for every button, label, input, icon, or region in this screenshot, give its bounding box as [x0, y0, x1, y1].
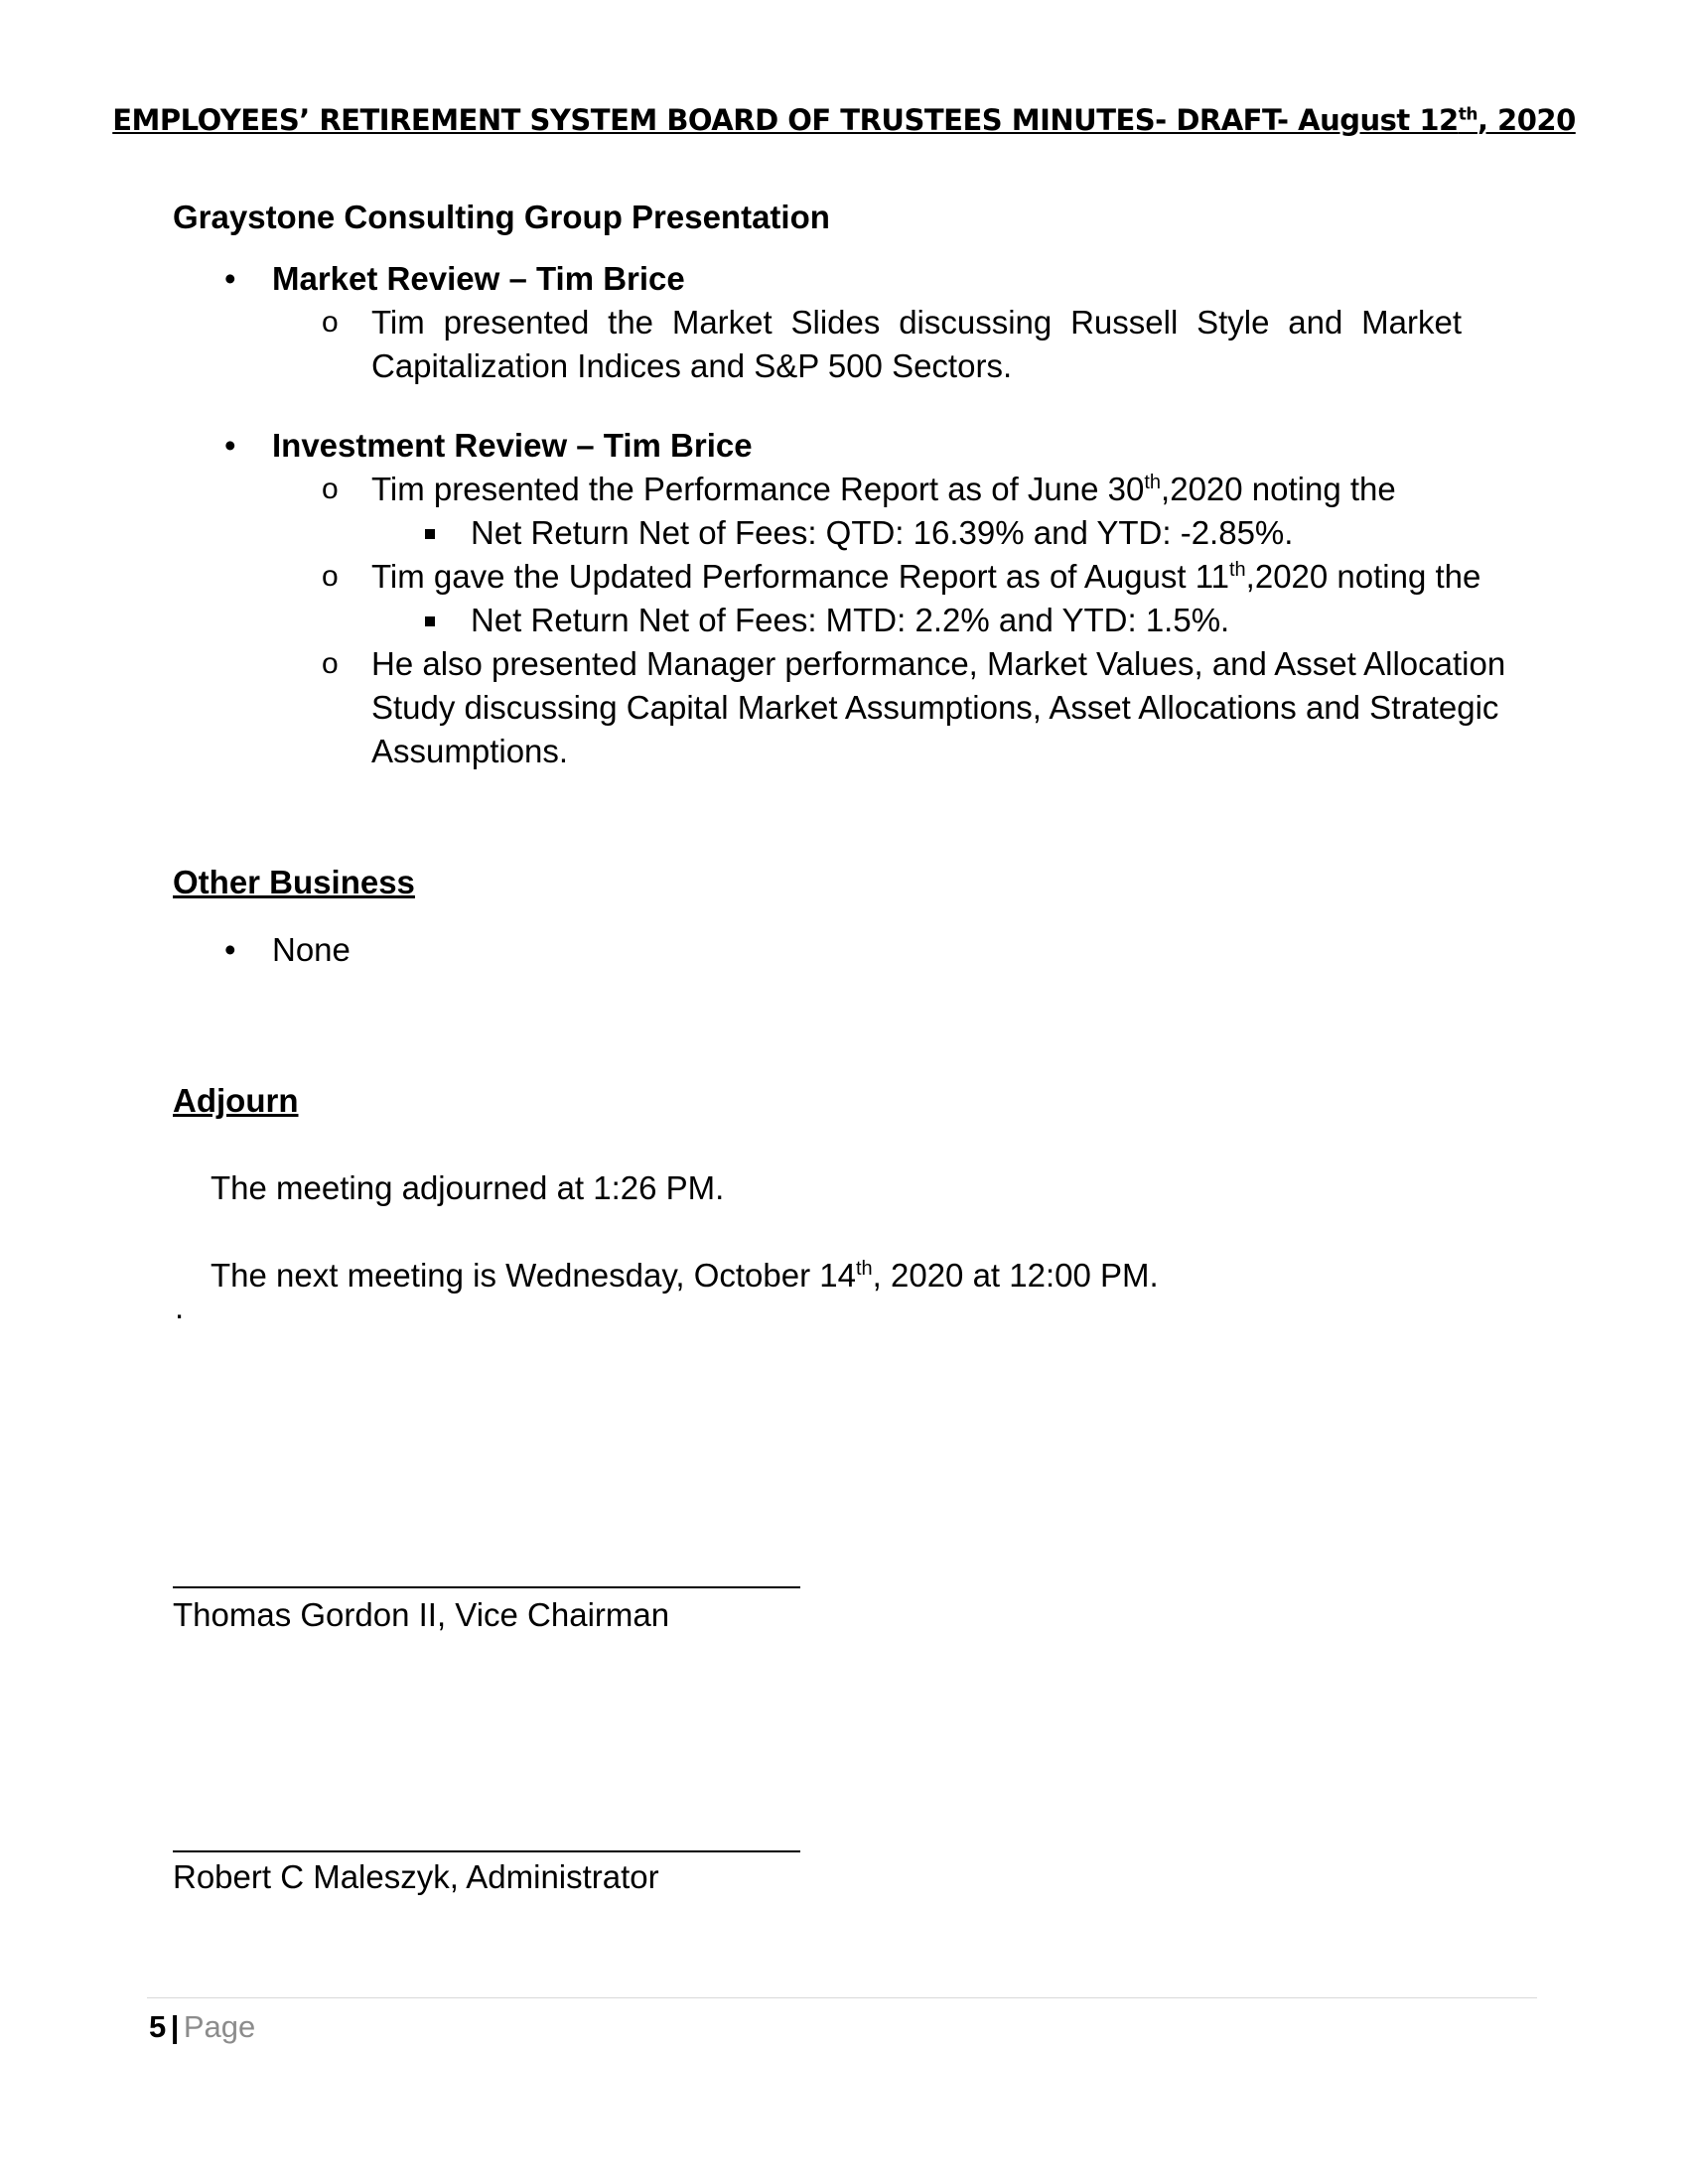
section-heading-adjourn: Adjourn	[173, 1082, 299, 1119]
bullet-icon: •	[224, 260, 236, 297]
other-business-item: None	[272, 931, 351, 968]
next-meeting-pre: The next meeting is Wednesday, October 14	[211, 1257, 856, 1294]
market-review-line2: Capitalization Indices and S&P 500 Sectors.	[371, 347, 1013, 384]
section-heading-graystone: Graystone Consulting Group Presentation	[173, 199, 830, 235]
header-title-sup: th	[1458, 104, 1477, 125]
investment-item-1	[371, 471, 1396, 508]
investment-item-2-sup: th	[1228, 559, 1246, 581]
sub-bullet-icon: o	[322, 647, 339, 680]
page-footer	[149, 2009, 255, 2045]
investment-item-3-line3: Assumptions.	[371, 733, 569, 769]
investment-item-1-sup: th	[1144, 472, 1162, 493]
section-heading-other-business: Other Business	[173, 864, 415, 900]
investment-item-3-line2: Study discussing Capital Market Assumptions, Asset Allocations and Strategic	[371, 689, 1499, 726]
sub-bullet-icon: o	[322, 473, 339, 505]
investment-item-2-sub: Net Return Net of Fees: MTD: 2.2% and YTD: 1.5%.	[471, 602, 1230, 638]
signatory-name-2: Robert C Maleszyk, Administrator	[173, 1858, 659, 1895]
header-title-main: EMPLOYEES’ RETIREMENT SYSTEM BOARD OF TRUSTEES MINUTES- DRAFT- August 12	[112, 103, 1459, 137]
document-header	[0, 103, 1688, 137]
market-review-line1: Tim presented the Market Slides discussing Russell Style and Market	[371, 304, 1462, 341]
page-label: Page	[183, 2009, 256, 2044]
investment-item-2	[371, 558, 1480, 596]
next-meeting-sup: th	[855, 1258, 873, 1280]
adjourn-time: The meeting adjourned at 1:26 PM.	[211, 1169, 725, 1206]
square-bullet-icon	[425, 614, 435, 631]
footer-rule	[147, 1997, 1537, 1998]
stray-period: .	[175, 1289, 185, 1325]
investment-item-2-pre: Tim gave the Updated Performance Report as of August 11	[371, 558, 1229, 595]
investment-item-1-pre: Tim presented the Performance Report as of June 30	[371, 471, 1145, 507]
page-separator: |	[170, 2009, 180, 2044]
signature-line	[173, 1586, 800, 1588]
sub-bullet-icon: o	[322, 306, 339, 339]
investment-item-1-sub: Net Return Net of Fees: QTD: 16.39% and YTD: -2.85%.	[471, 514, 1294, 551]
sub-bullet-icon: o	[322, 560, 339, 593]
bullet-icon: •	[224, 931, 236, 968]
investment-item-2-post: ,2020 noting the	[1245, 558, 1481, 595]
signatory-name-1: Thomas Gordon II, Vice Chairman	[173, 1596, 670, 1633]
next-meeting	[211, 1257, 1159, 1295]
square-bullet-icon	[425, 526, 435, 544]
page-number: 5	[149, 2009, 167, 2044]
investment-review-title: Investment Review – Tim Brice	[272, 427, 753, 464]
header-title-end: , 2020	[1477, 103, 1576, 137]
investment-item-3-line1: He also presented Manager performance, Market Values, and Asset Allocation	[371, 645, 1506, 682]
investment-item-1-post: ,2020 noting the	[1161, 471, 1396, 507]
next-meeting-post: , 2020 at 12:00 PM.	[872, 1257, 1159, 1294]
bullet-icon: •	[224, 427, 236, 464]
market-review-title: Market Review – Tim Brice	[272, 260, 685, 297]
signature-line	[173, 1850, 800, 1852]
